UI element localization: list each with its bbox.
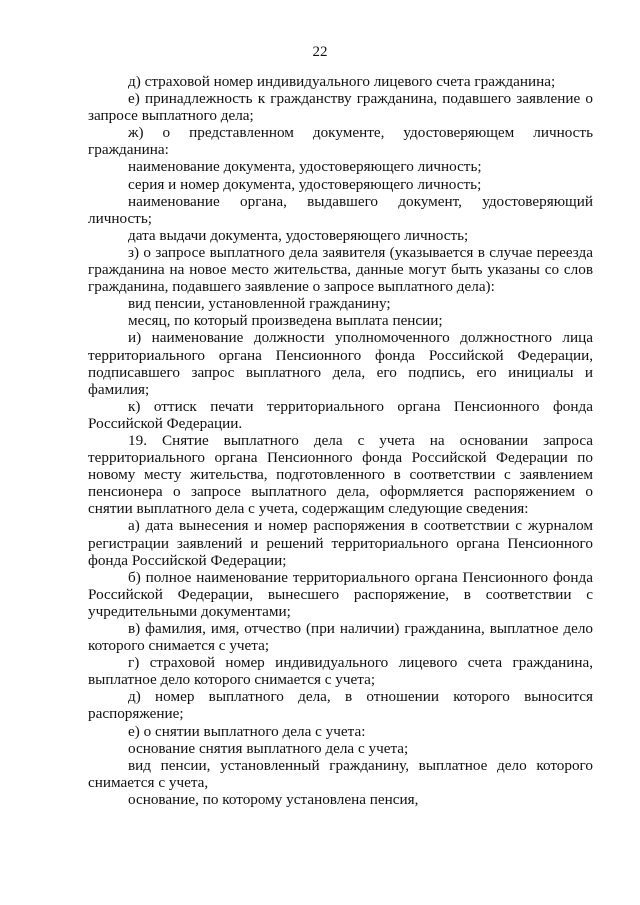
paragraph-id-document-name: наименование документа, удостоверяющего личность;: [128, 158, 482, 176]
page-number: 22: [312, 44, 328, 60]
paragraph-deregistration-basis: основание снятия выплатного дела с учета;: [128, 739, 409, 757]
paragraph-pension-basis: основание, по которому установлена пенсия,: [128, 790, 419, 808]
paragraph-e-deregistration: е) о снятии выплатного дела с учета:: [128, 722, 366, 740]
paragraph-g-snils: г) страховой номер индивидуального лицевого счета гражданина, выплатное дело которого снимается с учета;: [88, 654, 593, 689]
paragraph-19-deregistration: 19. Снятие выплатного дела с учета на основании запроса территориального органа Пенсионного фонда Российской Федерации по новому месту жительства, подготовленного в соответствии с заявлением пенсионера о запросе выплатного дела, оформляется распоряжением о снятии выплатного дела с учета, содержащим следующие сведения:: [88, 431, 593, 518]
paragraph-e-citizenship: е) принадлежность к гражданству гражданина, подавшего заявление о запросе выплатного дела;: [88, 90, 593, 125]
paragraph-pension-type: вид пенсии, установленной гражданину;: [128, 295, 391, 313]
paragraph-d-snils: д) страховой номер индивидуального лицевого счета гражданина;: [128, 73, 556, 90]
paragraph-id-document-date: дата выдачи документа, удостоверяющего личность;: [128, 226, 469, 244]
paragraph-id-document-series: серия и номер документа, удостоверяющего личность;: [128, 175, 482, 193]
paragraph-z-file-request: з) о запросе выплатного дела заявителя (указывается в случае переезда гражданина на новое место жительства, данные могут быть указаны со слов гражданина, подавшего заявление о запросе выплатного дела):: [88, 243, 593, 296]
paragraph-v-full-name: в) фамилия, имя, отчество (при наличии) гражданина, выплатное дело которого снимается с учета;: [88, 620, 593, 655]
document-body: [88, 73, 593, 808]
paragraph-payment-month: месяц, по который произведена выплата пенсии;: [128, 312, 443, 330]
paragraph-b-body-name: б) полное наименование территориального органа Пенсионного фонда Российской Федерации, вынесшего распоряжение, в соответствии с учредительными документами;: [88, 568, 593, 620]
paragraph-i-official: и) наименование должности уполномоченного должностного лица территориального органа Пенсионного фонда Российской Федерации, подписавшего запрос выплатного дела, его подпись, его инициалы и фамилия;: [88, 329, 593, 398]
paragraph-pension-type-deregistered: вид пенсии, установленный гражданину, выплатное дело которого снимается с учета,: [88, 756, 593, 791]
paragraph-a-order-date: а) дата вынесения и номер распоряжения в соответствии с журналом регистрации заявлений и решений территориального органа Пенсионного фонда Российской Федерации;: [88, 517, 593, 569]
paragraph-k-seal: к) оттиск печати территориального органа Пенсионного фонда Российской Федерации.: [88, 397, 593, 432]
paragraph-d-file-number: д) номер выплатного дела, в отношении которого выносится распоряжение;: [88, 688, 593, 723]
paragraph-id-document-issuer: наименование органа, выдавшего документ, удостоверяющий личность;: [88, 192, 593, 227]
paragraph-zh-id-document: ж) о представленном документе, удостоверяющем личность гражданина:: [88, 124, 593, 159]
